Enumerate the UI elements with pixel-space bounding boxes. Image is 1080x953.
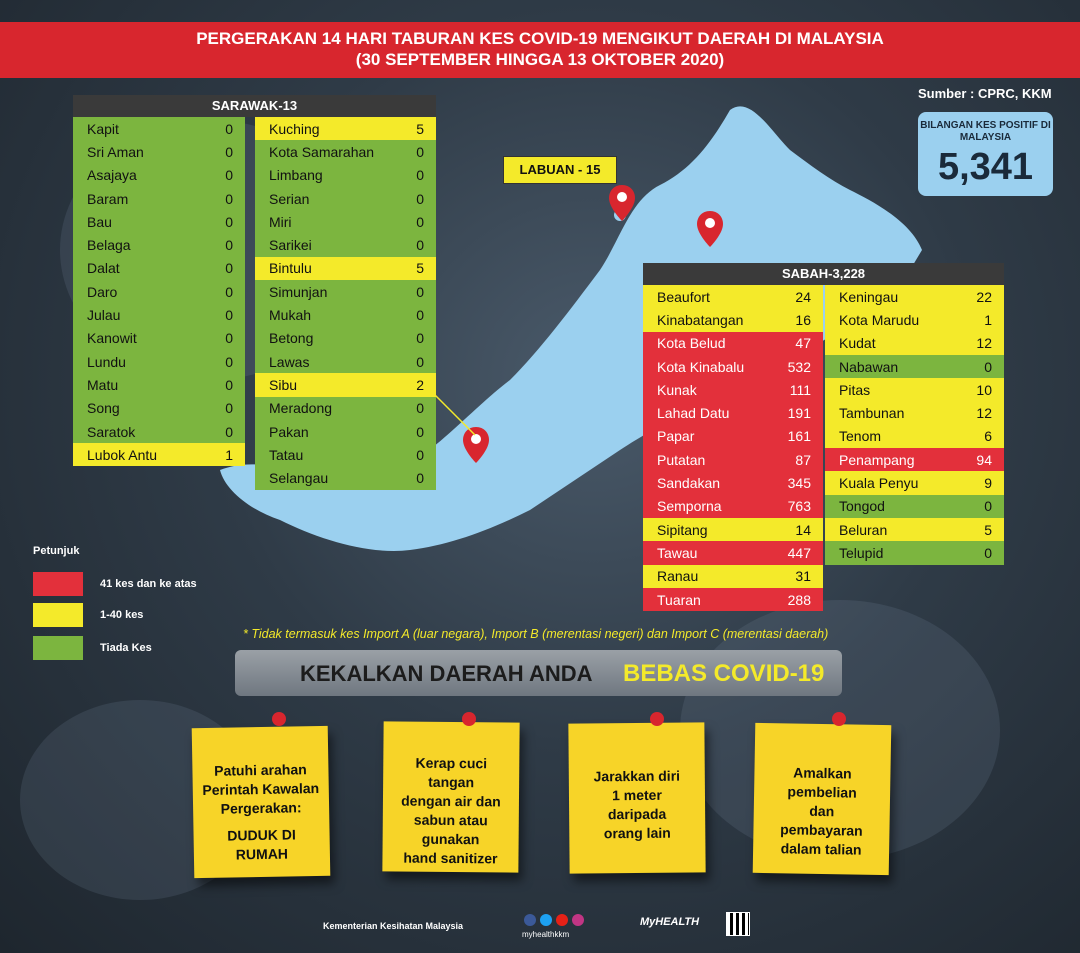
district-case-count: 10 — [976, 381, 992, 398]
district-name: Tongod — [839, 498, 885, 515]
district-row — [643, 448, 823, 471]
district-case-count: 0 — [416, 167, 424, 184]
district-name: Lahad Datu — [657, 405, 730, 422]
district-case-count: 345 — [787, 475, 811, 492]
district-case-count: 0 — [225, 237, 233, 254]
district-case-count: 94 — [976, 451, 992, 468]
district-name: Simunjan — [269, 283, 328, 300]
card-text-line: pembayaran — [780, 821, 863, 839]
district-name: Lundu — [87, 353, 126, 370]
district-name: Saratok — [87, 423, 136, 440]
district-row — [643, 401, 823, 424]
district-case-count: 1 — [984, 311, 992, 328]
district-row — [643, 495, 823, 518]
district-case-count: 87 — [795, 451, 811, 468]
district-case-count: 0 — [984, 544, 992, 561]
district-row — [643, 308, 823, 331]
district-case-count: 5 — [416, 120, 424, 137]
district-name: Keningau — [839, 288, 899, 305]
district-row — [73, 373, 245, 396]
district-row — [255, 187, 436, 210]
card-text-line: orang lain — [603, 824, 671, 842]
district-row — [255, 397, 436, 420]
card-text-line: Pergerakan: — [220, 799, 302, 817]
district-case-count: 0 — [416, 237, 424, 254]
district-name: Kota Belud — [657, 335, 726, 352]
district-name: Serian — [269, 190, 310, 207]
district-case-count: 0 — [984, 498, 992, 515]
total-cases-box — [918, 112, 1053, 196]
district-case-count: 22 — [976, 288, 992, 305]
district-row — [73, 140, 245, 163]
district-row — [73, 303, 245, 326]
district-row — [825, 355, 1004, 378]
district-name: Putatan — [657, 451, 706, 468]
district-row — [73, 443, 245, 466]
district-row — [825, 378, 1004, 401]
card-text-line: dengan air dan — [401, 792, 501, 810]
district-case-count: 0 — [225, 353, 233, 370]
district-case-count: 0 — [416, 190, 424, 207]
total-cases-label: BILANGAN KES POSITIF DI MALAYSIA — [920, 120, 1051, 143]
sabah-panel — [643, 263, 1004, 285]
instagram-icon[interactable] — [572, 914, 584, 926]
district-name: Nabawan — [839, 358, 899, 375]
card-text-line: Patuhi arahan — [214, 761, 307, 779]
card-text-line: Amalkan — [793, 764, 852, 782]
district-name: Beaufort — [657, 288, 710, 305]
pushpin-icon — [832, 712, 846, 726]
facebook-icon[interactable] — [524, 914, 536, 926]
district-row — [255, 117, 436, 140]
district-row — [825, 308, 1004, 331]
card-text-line: daripada — [607, 805, 667, 823]
district-name: Sipitang — [657, 521, 708, 538]
district-case-count: 5 — [416, 260, 424, 277]
district-name: Ranau — [657, 568, 699, 585]
sarawak-title: SARAWAK-13 — [73, 95, 436, 117]
district-row — [73, 257, 245, 280]
district-row — [825, 471, 1004, 494]
district-row — [825, 285, 1004, 308]
district-name: Kota Samarahan — [269, 143, 375, 160]
district-name: Kunak — [657, 381, 697, 398]
sarawak-right-column — [255, 117, 436, 490]
district-case-count: 532 — [787, 358, 811, 375]
district-case-count: 12 — [976, 335, 992, 352]
district-case-count: 763 — [787, 498, 811, 515]
district-row — [73, 117, 245, 140]
location-pin-icon — [696, 210, 724, 248]
advice-card-stay-home — [192, 726, 331, 878]
district-case-count: 14 — [795, 521, 811, 538]
district-row — [73, 233, 245, 256]
district-name: Kuching — [269, 120, 320, 137]
district-case-count: 0 — [225, 260, 233, 277]
district-row — [825, 401, 1004, 424]
district-case-count: 191 — [787, 405, 811, 422]
sarawak-panel — [73, 95, 436, 117]
page-header — [0, 22, 1080, 78]
district-case-count: 0 — [416, 283, 424, 300]
district-case-count: 0 — [225, 376, 233, 393]
card-text-line: RUMAH — [235, 845, 289, 863]
district-name: Lubok Antu — [87, 446, 158, 463]
card-text-line: dalam talian — [780, 840, 862, 858]
district-name: Tuaran — [657, 591, 701, 608]
district-name: Kapit — [87, 120, 119, 137]
district-row — [825, 518, 1004, 541]
slogan-banner — [235, 650, 842, 696]
location-pin-icon — [608, 184, 636, 222]
header-title-line1: PERGERAKAN 14 HARI TABURAN KES COVID-19 MENGIKUT DAERAH DI MALAYSIA — [196, 29, 884, 48]
district-case-count: 16 — [795, 311, 811, 328]
district-name: Semporna — [657, 498, 722, 515]
district-case-count: 0 — [416, 470, 424, 487]
district-name: Song — [87, 400, 120, 417]
district-name: Telupid — [839, 544, 884, 561]
myhealth-logo: MyHEALTH — [640, 916, 700, 928]
district-case-count: 0 — [416, 423, 424, 440]
banner-right-text: BEBAS COVID-19 — [623, 660, 825, 687]
district-row — [255, 140, 436, 163]
footnote: * Tidak termasuk kes Import A (luar negara), Import B (merentasi negeri) dan Import C (merentasi daerah) — [243, 627, 829, 641]
legend-label-green: Tiada Kes — [100, 642, 152, 654]
district-name: Limbang — [269, 167, 323, 184]
district-case-count: 0 — [225, 190, 233, 207]
district-name: Meradong — [269, 400, 333, 417]
card-text-line: tangan — [428, 773, 475, 791]
district-case-count: 0 — [225, 167, 233, 184]
district-name: Sibu — [269, 376, 298, 393]
qr-code-icon — [726, 912, 750, 936]
pushpin-icon — [462, 712, 476, 726]
legend-title: Petunjuk — [33, 545, 80, 557]
district-name: Bau — [87, 213, 112, 230]
district-row — [73, 350, 245, 373]
district-row — [255, 373, 436, 396]
labuan-label: LABUAN - 15 — [503, 156, 617, 184]
district-row — [255, 280, 436, 303]
district-name: Tawau — [657, 544, 698, 561]
district-case-count: 447 — [787, 544, 811, 561]
header-title-line2: (30 SEPTEMBER HINGGA 13 OKTOBER 2020) — [355, 50, 725, 69]
district-row — [255, 233, 436, 256]
district-row — [73, 420, 245, 443]
district-case-count: 6 — [984, 428, 992, 445]
district-case-count: 0 — [225, 143, 233, 160]
district-row — [643, 541, 823, 564]
district-row — [825, 332, 1004, 355]
district-name: Sri Aman — [87, 143, 144, 160]
district-name: Julau — [87, 307, 121, 324]
district-row — [73, 280, 245, 303]
district-name: Belaga — [87, 237, 131, 254]
district-row — [643, 332, 823, 355]
youtube-icon[interactable] — [556, 914, 568, 926]
district-case-count: 0 — [225, 307, 233, 324]
legend-label-red: 41 kes dan ke atas — [100, 578, 197, 590]
sabah-title: SABAH-3,228 — [643, 263, 1004, 285]
connector-line — [430, 390, 490, 440]
district-row — [825, 448, 1004, 471]
legend-swatch-red — [33, 572, 83, 596]
district-case-count: 0 — [984, 358, 992, 375]
district-row — [643, 588, 823, 611]
card-text-line: dan — [809, 802, 835, 820]
advice-card-wash-hands — [382, 721, 519, 872]
district-name: Betong — [269, 330, 314, 347]
pushpin-icon — [272, 712, 286, 726]
district-name: Lawas — [269, 353, 310, 370]
district-row — [825, 541, 1004, 564]
sabah-right-column — [825, 285, 1004, 565]
district-name: Bintulu — [269, 260, 312, 277]
legend-swatch-green — [33, 636, 83, 660]
total-cases-value: 5,341 — [937, 146, 1034, 188]
district-row — [643, 425, 823, 448]
district-name: Pakan — [269, 423, 309, 440]
district-name: Matu — [87, 376, 119, 393]
district-row — [643, 285, 823, 308]
district-row — [825, 495, 1004, 518]
twitter-icon[interactable] — [540, 914, 552, 926]
district-case-count: 0 — [225, 213, 233, 230]
district-name: Kanowit — [87, 330, 137, 347]
district-case-count: 2 — [416, 376, 424, 393]
district-row — [643, 518, 823, 541]
district-name: Papar — [657, 428, 695, 445]
card-text-line: Jarakkan diri — [593, 767, 681, 785]
district-case-count: 5 — [984, 521, 992, 538]
card-text-line: hand sanitizer — [403, 849, 498, 867]
district-row — [255, 466, 436, 489]
district-name: Kuala Penyu — [839, 475, 919, 492]
district-row — [643, 355, 823, 378]
district-case-count: 0 — [416, 400, 424, 417]
district-name: Kinabatangan — [657, 311, 744, 328]
district-row — [255, 210, 436, 233]
sarawak-left-column — [73, 117, 245, 466]
card-text-line: sabun atau — [413, 811, 488, 829]
card-text-line: pembelian — [787, 783, 857, 801]
district-case-count: 111 — [789, 381, 811, 398]
district-name: Pitas — [839, 381, 871, 398]
pushpin-icon — [650, 712, 664, 726]
district-row — [255, 164, 436, 187]
district-name: Baram — [87, 190, 129, 207]
district-case-count: 0 — [225, 330, 233, 347]
district-case-count: 0 — [416, 353, 424, 370]
district-case-count: 9 — [984, 475, 992, 492]
district-case-count: 31 — [795, 568, 811, 585]
district-row — [73, 327, 245, 350]
district-name: Sandakan — [657, 475, 721, 492]
district-case-count: 0 — [225, 120, 233, 137]
district-case-count: 288 — [787, 591, 811, 608]
district-case-count: 24 — [795, 288, 811, 305]
district-case-count: 0 — [416, 446, 424, 463]
district-name: Penampang — [839, 451, 915, 468]
district-row — [643, 378, 823, 401]
district-row — [73, 210, 245, 233]
district-case-count: 0 — [225, 423, 233, 440]
district-row — [73, 187, 245, 210]
district-name: Selangau — [269, 470, 329, 487]
district-name: Kota Kinabalu — [657, 358, 745, 375]
district-case-count: 0 — [416, 307, 424, 324]
district-case-count: 47 — [795, 335, 811, 352]
district-name: Asajaya — [87, 167, 137, 184]
district-row — [255, 420, 436, 443]
district-row — [643, 471, 823, 494]
district-case-count: 1 — [225, 446, 233, 463]
ministry-label: Kementerian Kesihatan Malaysia — [323, 921, 464, 931]
social-handle: myhealthkkm — [522, 930, 570, 939]
card-text-line: gunakan — [421, 830, 480, 848]
district-case-count: 0 — [225, 400, 233, 417]
district-case-count: 0 — [416, 143, 424, 160]
district-name: Beluran — [839, 521, 888, 538]
district-row — [73, 164, 245, 187]
district-row — [73, 397, 245, 420]
district-row — [643, 565, 823, 588]
banner-left-text: KEKALKAN DAERAH ANDA — [300, 661, 593, 686]
district-name: Tatau — [269, 446, 304, 463]
district-row — [255, 303, 436, 326]
district-case-count: 12 — [976, 405, 992, 422]
legend-label-yellow: 1-40 kes — [100, 609, 144, 621]
district-case-count: 0 — [225, 283, 233, 300]
district-name: Kota Marudu — [839, 311, 920, 328]
district-row — [255, 257, 436, 280]
card-text-line: Kerap cuci — [415, 754, 488, 772]
district-row — [255, 350, 436, 373]
district-case-count: 161 — [787, 428, 811, 445]
card-text-line: Perintah Kawalan — [202, 779, 320, 799]
district-row — [255, 443, 436, 466]
card-text-line: DUDUK DI — [227, 826, 296, 844]
sabah-left-column — [643, 285, 823, 611]
legend-swatch-yellow — [33, 603, 83, 627]
district-row — [255, 327, 436, 350]
district-case-count: 0 — [416, 213, 424, 230]
source-label: Sumber : CPRC, KKM — [918, 86, 1052, 101]
district-name: Mukah — [269, 307, 312, 324]
district-name: Tambunan — [839, 405, 905, 422]
district-name: Sarikei — [269, 237, 312, 254]
district-name: Miri — [269, 213, 292, 230]
advice-card-online-payment — [753, 723, 892, 875]
advice-card-distance — [568, 722, 705, 873]
card-text-line: 1 meter — [611, 786, 662, 804]
district-name: Daro — [87, 283, 118, 300]
district-name: Kudat — [839, 335, 876, 352]
district-row — [825, 425, 1004, 448]
district-case-count: 0 — [416, 330, 424, 347]
district-name: Dalat — [87, 260, 120, 277]
district-name: Tenom — [839, 428, 882, 445]
